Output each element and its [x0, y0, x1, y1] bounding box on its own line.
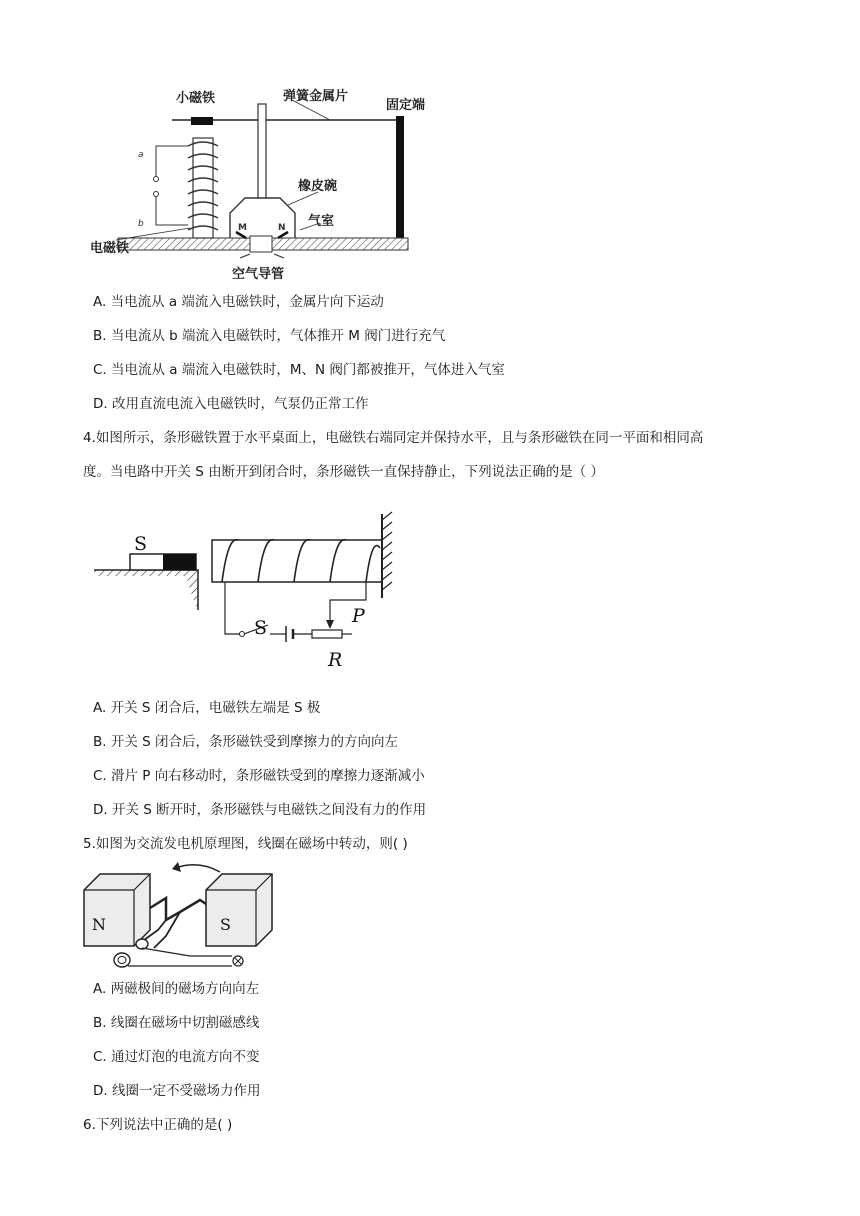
label-magnet-s: S: [134, 533, 148, 555]
label-r: R: [328, 649, 343, 671]
label-p: P: [352, 605, 365, 627]
label-air-chamber: 气室: [308, 214, 335, 229]
label-valve-N: N: [278, 223, 286, 233]
q5-option-a: A. 两磁极间的磁场方向向左: [93, 981, 260, 997]
label-fixed-end: 固定端: [386, 98, 426, 113]
label-electromagnet: 电磁铁: [90, 241, 130, 256]
label-small-magnet: 小磁铁: [176, 91, 216, 106]
small-magnet: [191, 117, 213, 125]
q3-option-d: D. 改用直流电流入电磁铁时，气泵仍正常工作: [93, 396, 369, 412]
q3-option-c: C. 当电流从 a 端流入电磁铁时，M、N 阀门都被推开，气体进入气室: [93, 362, 505, 378]
q5-option-c: C. 通过灯泡的电流方向不变: [93, 1049, 260, 1065]
label-rubber-bowl: 橡皮碗: [298, 179, 338, 194]
q4-stem-line1: 4.如图所示，条形磁铁置于水平桌面上，电磁铁右端同定并保持水平，且与条形磁铁在同一平面和相同高: [83, 430, 704, 446]
q4-option-a: A. 开关 S 闭合后，电磁铁左端是 S 极: [93, 700, 321, 716]
label-pole-s: S: [220, 915, 231, 934]
ac-generator-figure: [80, 858, 280, 974]
q5-option-b: B. 线圈在磁场中切割磁感线: [93, 1015, 260, 1031]
pump-rod: [258, 104, 266, 204]
rotation-arrow: [176, 865, 220, 872]
q4-option-c: C. 滑片 P 向右移动时，条形磁铁受到的摩擦力逐渐减小: [93, 768, 425, 784]
electromagnet-circuit-figure: [90, 508, 410, 673]
q5-option-d: D. 线圈一定不受磁场力作用: [93, 1083, 261, 1099]
label-air-tube: 空气导管: [232, 267, 285, 282]
label-valve-M: M: [238, 223, 247, 233]
q4-option-d: D. 开关 S 断开时，条形磁铁与电磁铁之间没有力的作用: [93, 802, 427, 818]
q6-stem: 6.下列说法中正确的是( ): [83, 1117, 233, 1133]
fixed-end-post: [396, 116, 404, 238]
q3-option-a: A. 当电流从 a 端流入电磁铁时，金属片向下运动: [93, 294, 384, 310]
label-switch-s: S: [254, 617, 268, 639]
q4-stem-line2: 度。当电路中开关 S 由断开到闭合时，条形磁铁一直保持静止，下列说法正确的是（ ）: [83, 464, 604, 480]
bar-magnet-dark-end: [163, 554, 196, 570]
label-b: b: [138, 219, 144, 229]
rheostat: [312, 630, 342, 638]
label-a: a: [138, 150, 144, 160]
magnet-s-pole: [206, 874, 272, 946]
label-pole-n: N: [92, 915, 106, 934]
q4-option-b: B. 开关 S 闭合后，条形磁铁受到摩擦力的方向向左: [93, 734, 398, 750]
electromagnet-core: [193, 138, 213, 238]
q3-option-b: B. 当电流从 b 端流入电磁铁时，气体推开 M 阀门进行充气: [93, 328, 446, 344]
slider-p-arrow: [326, 620, 334, 629]
label-spring-sheet: 弹簧金属片: [283, 89, 349, 104]
magnet-n-pole: [84, 874, 150, 946]
air-pump-figure: [80, 80, 440, 285]
q5-stem: 5.如图为交流发电机原理图，线圈在磁场中转动，则( ): [83, 836, 408, 852]
